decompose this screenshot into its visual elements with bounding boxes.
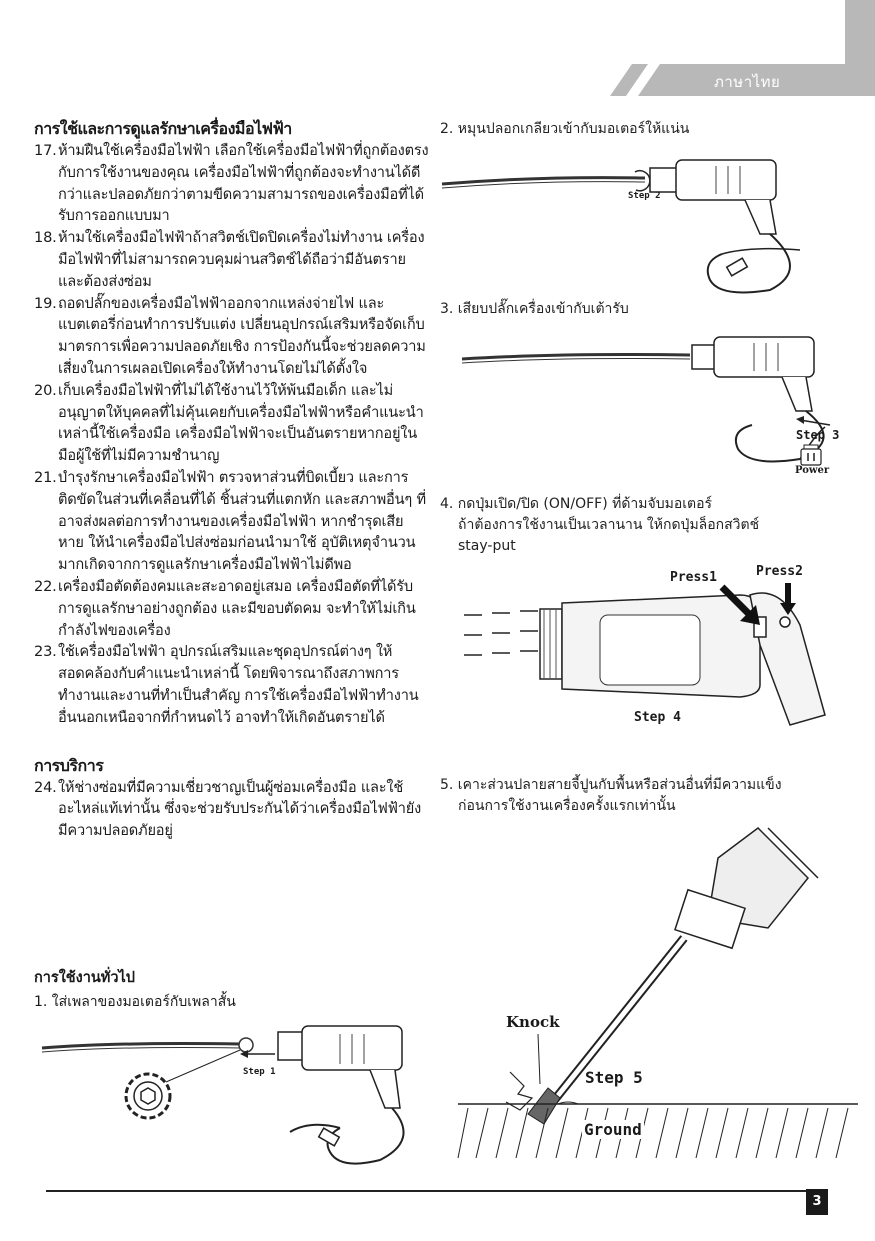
list-item bbox=[34, 467, 429, 576]
item-number: 19. bbox=[34, 294, 57, 312]
list-item bbox=[34, 293, 429, 380]
step4-text-line2: ถ้าต้องการใช้งานเป็นเวลานาน ให้กดปุ่มล็อกสวิตช์ bbox=[458, 517, 760, 533]
list-item bbox=[34, 576, 429, 641]
safety-section-title: การใช้และการดูแลรักษาเครื่องมือไฟฟ้า bbox=[34, 119, 292, 138]
press1-label: Press1 bbox=[670, 570, 717, 585]
step4-label: Step 4 bbox=[634, 710, 681, 725]
header-corner-block bbox=[845, 0, 875, 64]
step3-label: Step 3 bbox=[796, 428, 840, 442]
step2-text: 2. หมุนปลอกเกลียวเข้ากับมอเตอร์ให้แน่น bbox=[440, 121, 690, 137]
step5-label: Step 5 bbox=[585, 1068, 643, 1087]
item-number: 21. bbox=[34, 468, 57, 486]
item-text: เก็บเครื่องมือไฟฟ้าที่ไม่ได้ใช้งานไว้ให้พ้นมือเด็ก และไม่อนุญาตให้บุคคลที่ไม่คุ้นเคยกับเครื่องมือไฟฟ้าหรือคำแนะนำเหล่านี้ใช้เครื่องมือ เครื่องมือไฟฟ้าจะเป็นอันตรายหากอยู่ในมือผู้ใช้ที่ไม่มีความชำนาญ bbox=[58, 381, 424, 465]
safety-list bbox=[34, 140, 429, 729]
list-item bbox=[34, 641, 429, 728]
service-section-title: การบริการ bbox=[34, 755, 104, 775]
item-text: ใช้เครื่องมือไฟฟ้า อุปกรณ์เสริมและชุดอุปกรณ์ต่างๆ ให้สอดคล้องกับคำแนะนำเหล่านี้ โดยพิจารณาถึงสภาพการทำงานและงานที่ทำเป็นสำคัญ การใช้เครื่องมือไฟฟ้าทำงานอื่นนอกเหนือจากที่กำหนดไว้ อาจทำให้เกิดอันตรายได้ bbox=[58, 643, 419, 726]
language-label: ภาษาไทย bbox=[714, 73, 781, 91]
step3-figure bbox=[460, 325, 840, 470]
step2-figure bbox=[440, 150, 840, 300]
page-number: 3 bbox=[806, 1189, 828, 1215]
item-text: ห้ามฝืนใช้เครื่องมือไฟฟ้า เลือกใช้เครื่องมือไฟฟ้าที่ถูกต้องตรงกับการใช้งานของคุณ เครื่องมือไฟฟ้าที่ถูกต้องจะทำงานได้ดีกว่าและปลอดภัยกว่าตามขีดความสามารถของเครื่องมือที่ได้รับการออกแบบมา bbox=[58, 142, 429, 225]
list-item bbox=[34, 227, 429, 292]
usage-section bbox=[34, 967, 429, 1013]
step5-text-line1: 5. เคาะส่วนปลายสายจี้ปูนกับพื้นหรือส่วนอื่นที่มีความแข็ง bbox=[440, 777, 782, 793]
list-item bbox=[34, 777, 429, 842]
item-text: ถอดปลั๊กของเครื่องมือไฟฟ้าออกจากแหล่งจ่ายไฟ และแบตเตอรี่ก่อนทำการปรับแต่ง เปลี่ยนอุปกรณ์เสริมหรือจัดเก็บมาตรการเพื่อความปลอดภัยเชิง การป้องกันนี้จะช่วยลดความเสี่ยงในการเผลอเปิดเครื่องให้ทำงานโดยไม่ได้ตั้งใจ bbox=[58, 294, 426, 377]
item-text: บำรุงรักษาเครื่องมือไฟฟ้า ตรวจหาส่วนที่บิดเบี้ยว และการติดขัดในส่วนที่เคลื่อนที่ได้ ชิ้นส่วนที่แตกหัก และสภาพอื่นๆ ที่อาจส่งผลต่อการทำงานของเครื่องมือไฟฟ้า หากชำรุดเสียหาย ให้นำเครื่องมือไปส่งซ่อมก่อนนำมาใช้ อุบัติเหตุจำนวนมากเกิดจากการดูแลรักษาเครื่องมือไฟฟ้าไม่ดีพอ bbox=[58, 468, 426, 574]
power-outlet-icon bbox=[800, 448, 822, 466]
item-number: 23. bbox=[34, 643, 57, 661]
step1-text: 1. ใส่เพลาของมอเตอร์กับเพลาสั้น bbox=[34, 994, 236, 1010]
step4-text-line1: 4. กดปุ่มเปิด/ปิด (ON/OFF) ที่ด้ามจับมอเตอร์ bbox=[440, 496, 713, 512]
list-item bbox=[34, 140, 429, 227]
step2-label: Step 2 bbox=[628, 191, 661, 201]
item-number: 22. bbox=[34, 577, 57, 595]
item-text: เครื่องมือตัดต้องคมและสะอาดอยู่เสมอ เครื่องมือตัดที่ได้รับการดูแลรักษาอย่างถูกต้อง และมีขอบตัดคม จะทำให้ไม่เกินกำลังไฟของเครื่อง bbox=[58, 577, 416, 639]
left-column bbox=[34, 118, 429, 842]
power-label: Power bbox=[795, 465, 830, 476]
item-number: 20. bbox=[34, 381, 57, 399]
ground-label: Ground bbox=[584, 1120, 642, 1139]
item-number: 18. bbox=[34, 229, 57, 247]
item-text: ให้ช่างซ่อมที่มีความเชี่ยวชาญเป็นผู้ซ่อมเครื่องมือ และใช้อะไหล่แท้เท่านั้น ซึ่งจะช่วยรับประกันได้ว่าเครื่องมือไฟฟ้ายังมีความปลอดภัยอยู่ bbox=[58, 778, 421, 840]
item-number: 17. bbox=[34, 142, 57, 159]
service-list bbox=[34, 777, 429, 842]
list-item bbox=[34, 380, 429, 467]
knock-label: Knock bbox=[506, 1013, 560, 1031]
step5-figure bbox=[458, 818, 858, 1168]
footer-rule bbox=[46, 1190, 806, 1192]
item-text: ห้ามใช้เครื่องมือไฟฟ้าถ้าสวิตช์เปิดปิดเครื่องไม่ทำงาน เครื่องมือไฟฟ้าที่ไม่สามารถควบคุมผ่านสวิตช์ได้ถือว่ามีอันตรายและต้องส่งซ่อม bbox=[58, 229, 425, 290]
item-number: 24. bbox=[34, 778, 57, 796]
step1-label: Step 1 bbox=[243, 1067, 276, 1077]
step5-text-line2: ก่อนการใช้งานเครื่องครั้งแรกเท่านั้น bbox=[458, 798, 676, 814]
press2-label: Press2 bbox=[756, 564, 803, 579]
step3-text: 3. เสียบปลั๊กเครื่องเข้ากับเต้ารับ bbox=[440, 301, 629, 317]
step4-text-line3: stay-put bbox=[458, 538, 516, 554]
usage-section-title: การใช้งานทั่วไป bbox=[34, 970, 135, 986]
step1-figure bbox=[40, 1020, 420, 1180]
